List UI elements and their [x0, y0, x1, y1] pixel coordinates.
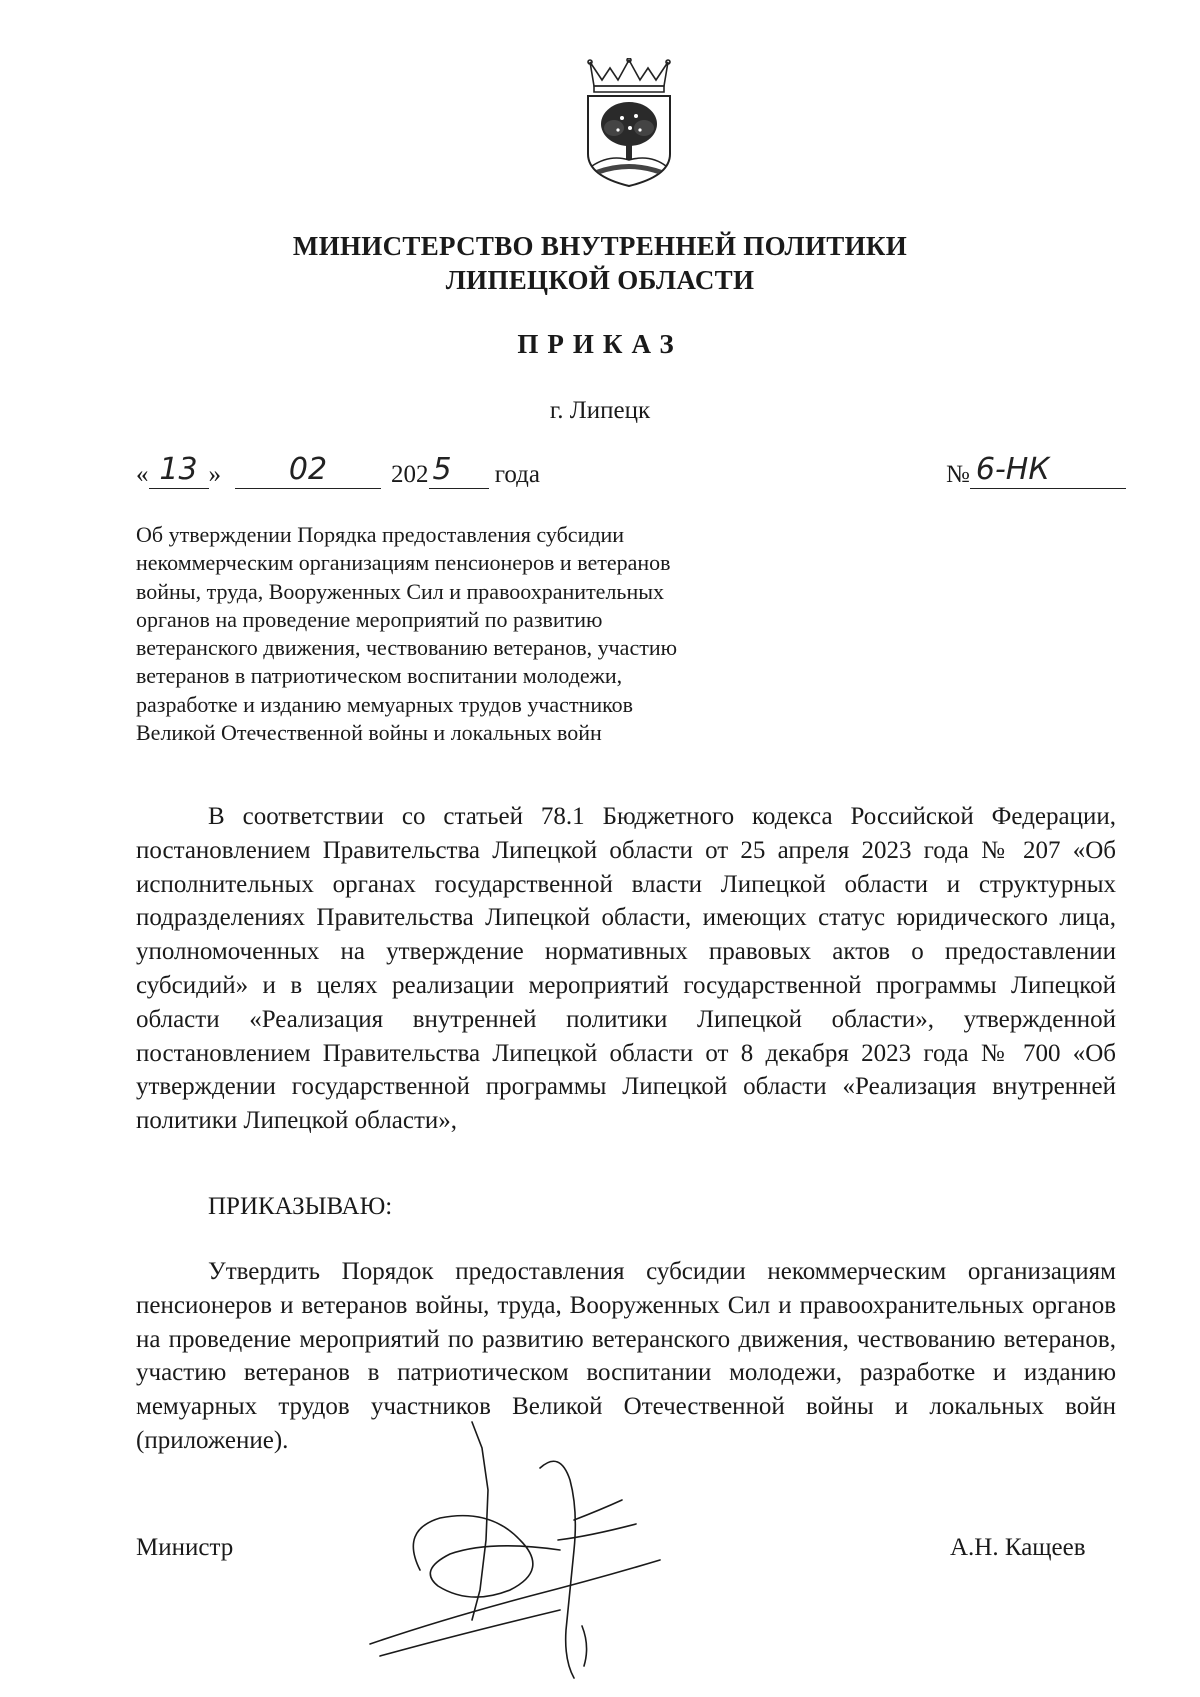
- signatory-name: А.Н. Кащеев: [950, 1534, 1086, 1561]
- date-suffix: года: [494, 461, 540, 488]
- handwritten-signature: [360, 1420, 700, 1680]
- date-year-digit: 5: [429, 452, 489, 489]
- city: г. Липецк: [549, 397, 651, 424]
- order-word: ПРИКАЗЫВАЮ:: [208, 1193, 393, 1220]
- signatory-title: Министр: [136, 1534, 234, 1561]
- order-paragraph: Утвердить Порядок предоставления субсидии некоммерческим организациям пенсионеров и ветеранов войны, труда, Вооруженных Сил и правоохранительных органов на проведение мероприятий по развитию ветеранского движения, чествованию ветеранов, участию ветеранов в патриотическом воспитании молодежи, разработке и изданию мемуарных трудов участников Великой Отечественной войны и локальных войн (приложение).: [136, 1258, 1116, 1454]
- number-label: №: [946, 461, 970, 488]
- ministry-name-line1: МИНИСТЕРСТВО ВНУТРЕННЕЙ ПОЛИТИКИ: [292, 231, 908, 261]
- document-subject: Об утверждении Порядка предоставления субсидии некоммерческим организациям пенсионеров и ветеранов войны, труда, Вооруженных Сил и правоохранительных органов на проведение мероприятий по развитию ветеранского движения, чествованию ветеранов, участию ветеранов в патриотическом воспитании молодежи, разработке и изданию мемуарных трудов участников Великой Отечественной войны и локальных войн: [136, 522, 678, 746]
- date-open-quote: «: [136, 461, 149, 488]
- ministry-name-line2: ЛИПЕЦКОЙ ОБЛАСТИ: [445, 265, 755, 295]
- document-type: ПРИКАЗ: [517, 329, 683, 359]
- coat-of-arms-icon: [580, 58, 678, 190]
- date-day: 13: [149, 452, 209, 489]
- date-close-quote: »: [208, 461, 221, 488]
- document-number: [946, 452, 1126, 488]
- number-value: 6-НК: [970, 452, 1126, 489]
- date-year-prefix: 202: [391, 461, 429, 488]
- document-date: [136, 452, 540, 488]
- preamble-paragraph: В соответствии со статьей 78.1 Бюджетного кодекса Российской Федерации, постановлением Правительства Липецкой области от 25 апреля 2023 года № 207 «Об исполнительных органах государственной власти Липецкой области и структурных подразделениях Правительства Липецкой области, имеющих статус юридического лица, уполномоченных на утверждение нормативных правовых актов о предоставлении субсидий» и в целях реализации мероприятий государственной программы Липецкой области «Реализация внутренней политики Липецкой области», утвержденной постановлением Правительства Липецкой области от 8 декабря 2023 года № 700 «Об утверждении государственной программы Липецкой области «Реализация внутренней политики Липецкой области»,: [136, 803, 1116, 1135]
- date-month: 02: [235, 452, 381, 489]
